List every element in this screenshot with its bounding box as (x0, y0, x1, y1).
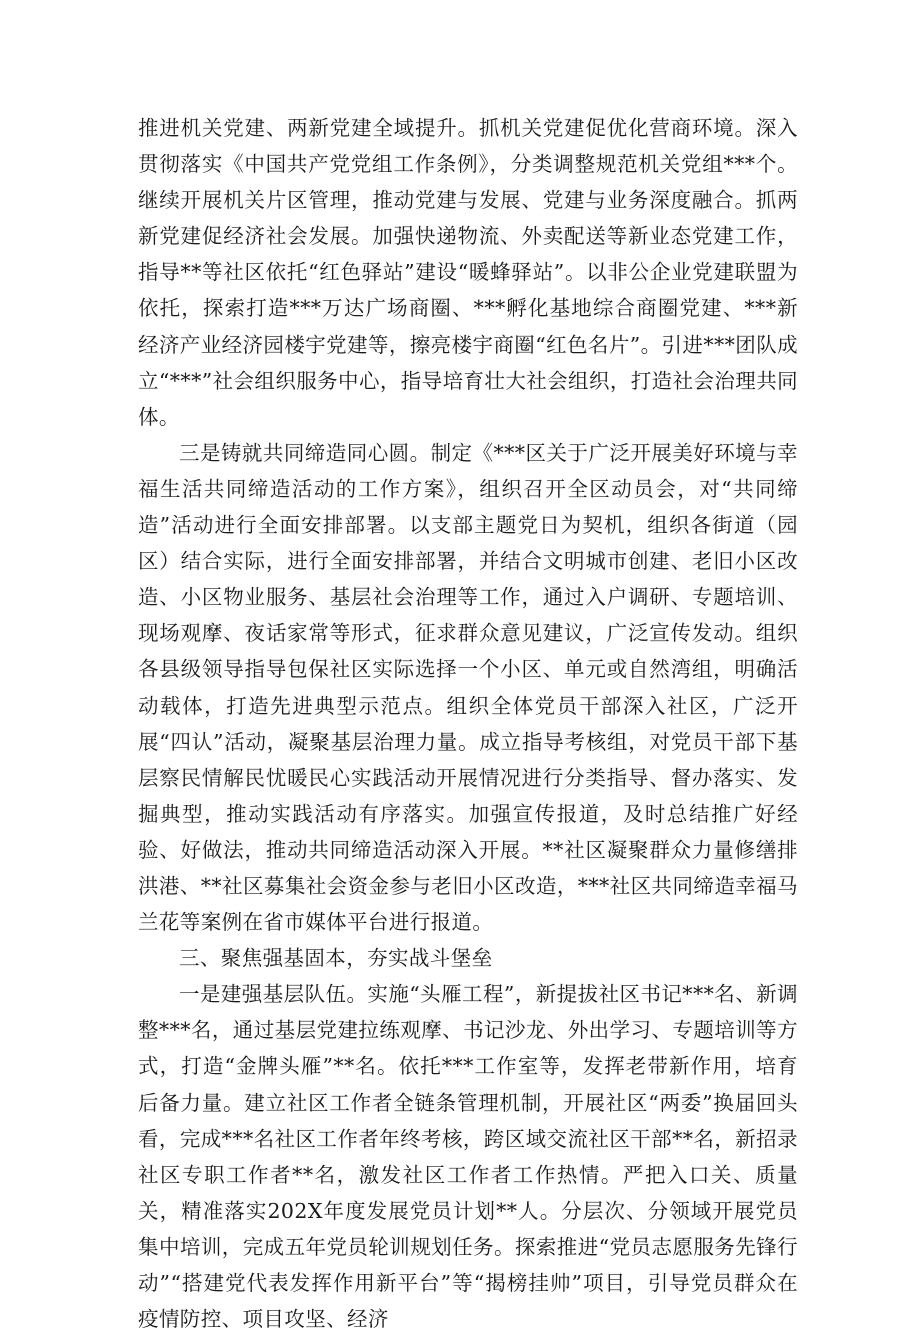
paragraph-grassroots-team: 一是建强基层队伍。实施“头雁工程”，新提拔社区书记***名、新调整***名，通过基层党建拉练观摩、书记沙龙、外出学习、专题培训等方式，打造“金牌头雁”**名。依托***工作室等，发挥老带新作用，培育后备力量。建立社区工作者全链条管理机制，开展社区“两委”换届回头看，完成***名社区工作者年终考核，跨区域交流社区干部**名，新招录社区专职工作者**名，激发社区工作者工作热情。严把入口关、质量关，精准落实202X年度发展党员计划**人。分层次、分领域开展党员集中培训，完成五年党员轮训规划任务。探索推进“党员志愿服务先锋行动”“搭建党代表发挥作用新平台”等“揭榜挂帅”项目，引导党员群众在疫情防控、项目攻坚、经济 (138, 982, 798, 1332)
section-heading-strengthen-foundation: 三、聚焦强基固本，夯实战斗堡垒 (179, 946, 493, 971)
paragraph-party-building-upgrade: 推进机关党建、两新党建全域提升。抓机关党建促优化营商环境。深入贯彻落实《中国共产党党组工作条例》，分类调整规范机关党组***个。继续开展机关片区管理，推动党建与发展、党建与业务深度融合。抓两新党建促经济社会发展。加强快递物流、外卖配送等新业态党建工作，指导**等社区依托“红色驿站”建设“暖蜂驿站”。以非公企业党建联盟为依托，探索打造***万达广场商圈、***孵化基地综合商圈党建、***新经济产业经济园楼宇党建等，擦亮楼宇商圈“红色名片”。引进***团队成立“***”社会组织服务中心，指导培育壮大社会组织，打造社会治理共同体。 (138, 116, 798, 429)
paragraph-co-creation: 三是铸就共同缔造同心圆。制定《***区关于广泛开展美好环境与幸福生活共同缔造活动的工作方案》，组织召开全区动员会，对“共同缔造”活动进行全面安排部署。以支部主题党日为契机，组织各街道（园区）结合实际，进行全面安排部署，并结合文明城市创建、老旧小区改造、小区物业服务、基层社会治理等工作，通过入户调研、专题培训、现场观摩、夜话家常等形式，征求群众意见建议，广泛宣传发动。组织各县级领导指导包保社区实际选择一个小区、单元或自然湾组，明确活动载体，打造先进典型示范点。组织全体党员干部深入社区，广泛开展“四认”活动，凝聚基层治理力量。成立指导考核组，对党员干部下基层察民情解民忧暖民心实践活动开展情况进行分类指导、督办落实、发掘典型，推动实践活动有序落实。加强宣传报道，及时总结推广好经验、好做法，推动共同缔造活动深入开展。**社区凝聚群众力量修缮排洪港、**社区募集社会资金参与老旧小区改造，***社区共同缔造幸福马兰花等案例在省市媒体平台进行报道。 (138, 440, 798, 935)
document-body (138, 110, 798, 1337)
